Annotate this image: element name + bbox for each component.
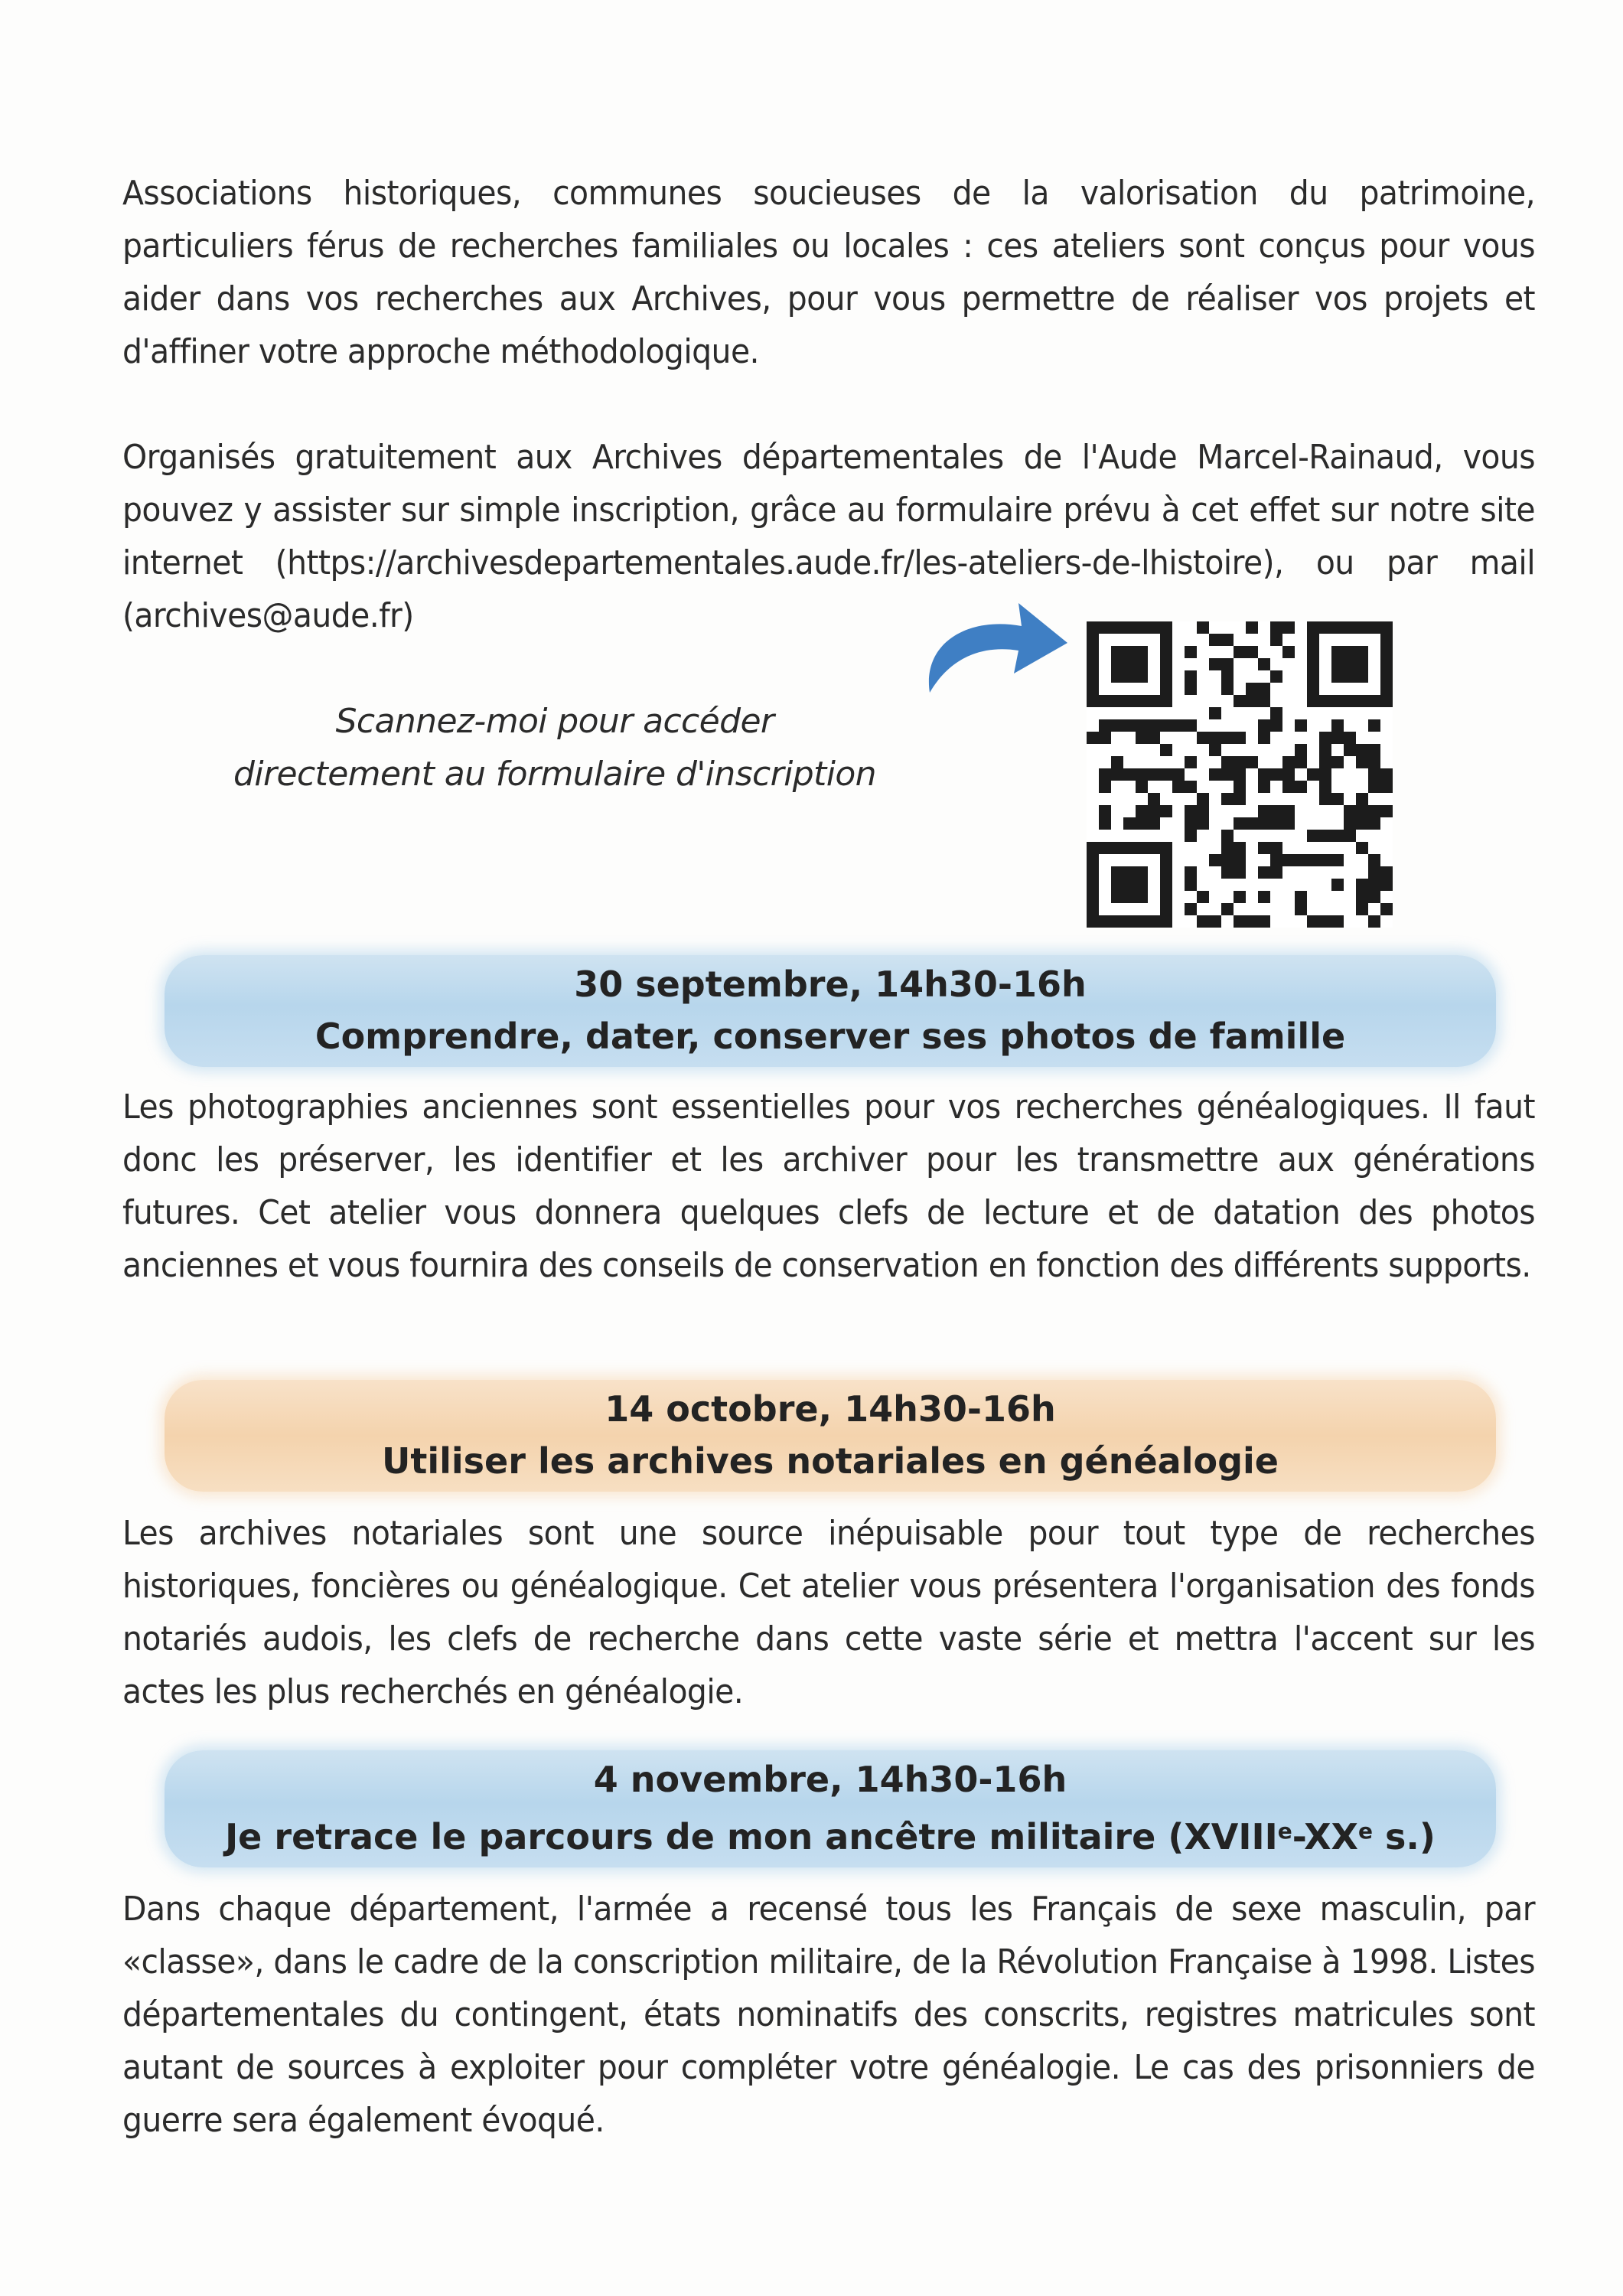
title-part: s.) (1373, 1816, 1436, 1857)
workshop-date: 14 octobre, 14h30-16h (605, 1388, 1056, 1430)
title-part: -XX (1292, 1816, 1359, 1857)
workshop-description: Dans chaque département, l'armée a recensé tous les Français de sexe masculin, par «classe», dans le cadre de la conscription militaire, de la Révolution Française à 1998. Listes départementales du contingent, états nominatifs des conscrits, registres matricules sont autant de sources à exploiter pour compléter votre généalogie. Le cas des prisonniers de guerre sera également évoqué. (122, 1890, 1536, 2140)
title-superscript: e (1277, 1818, 1292, 1844)
workshop-date: 30 septembre, 14h30-16h (574, 964, 1087, 1005)
workshop-description: Les photographies anciennes sont essentielles pour vos recherches généalogiques. Il faut donc les préserver, les identifier et les archiver pour les transmettre aux générations futures. Cet atelier vous donnera quelques clefs de lecture et de datation des photos anciennes et vous fournira des conseils de conservation en fonction des différents supports. (122, 1088, 1536, 1285)
intro-paragraph: Associations historiques, communes soucieuses de la valorisation du patrimoine, particuliers férus de recherches familiales ou locales : ces ateliers sont conçus pour vous aider dans vos recherches aux Archives, pour vous permettre de réaliser vos projets et d'affiner votre approche méthodologique. (122, 174, 1536, 371)
title-superscript: e (1358, 1818, 1374, 1844)
workshop-banner (165, 955, 1496, 1067)
workshop-title: Comprendre, dater, conserver ses photos de famille (314, 1016, 1346, 1057)
workshop-banner (165, 1750, 1496, 1867)
workshop-banner (165, 1380, 1496, 1492)
workshop-date: 4 novembre, 14h30-16h (593, 1759, 1067, 1800)
workshop-title: Utiliser les archives notariales en généalogie (382, 1440, 1279, 1482)
qr-code-icon[interactable] (1087, 621, 1393, 928)
curved-arrow-icon (907, 589, 1075, 704)
registration-paragraph: Organisés gratuitement aux Archives départementales de l'Aude Marcel-Rainaud, vous pouvez y assister sur simple inscription, grâce au formulaire prévu à cet effet sur notre site internet (https://archivesdepartementales.aude.fr/les-ateliers-de-lhistoire), ou par mail (archives@aude.fr) (122, 438, 1536, 635)
title-part: Je retrace le parcours de mon ancêtre militaire (XVIII (225, 1816, 1278, 1857)
qr-caption-line: Scannez-moi pour accéder (335, 702, 774, 741)
workshop-description: Les archives notariales sont une source inépuisable pour tout type de recherches historiques, foncières ou généalogique. Cet atelier vous présentera l'organisation des fonds notariés audois, les clefs de recherche dans cette vaste série et mettra l'accent sur les actes les plus recherchés en généalogie. (122, 1514, 1536, 1711)
qr-caption (176, 695, 934, 801)
workshop-title (165, 1805, 1496, 1863)
qr-caption-line: directement au formulaire d'inscription (233, 755, 876, 794)
